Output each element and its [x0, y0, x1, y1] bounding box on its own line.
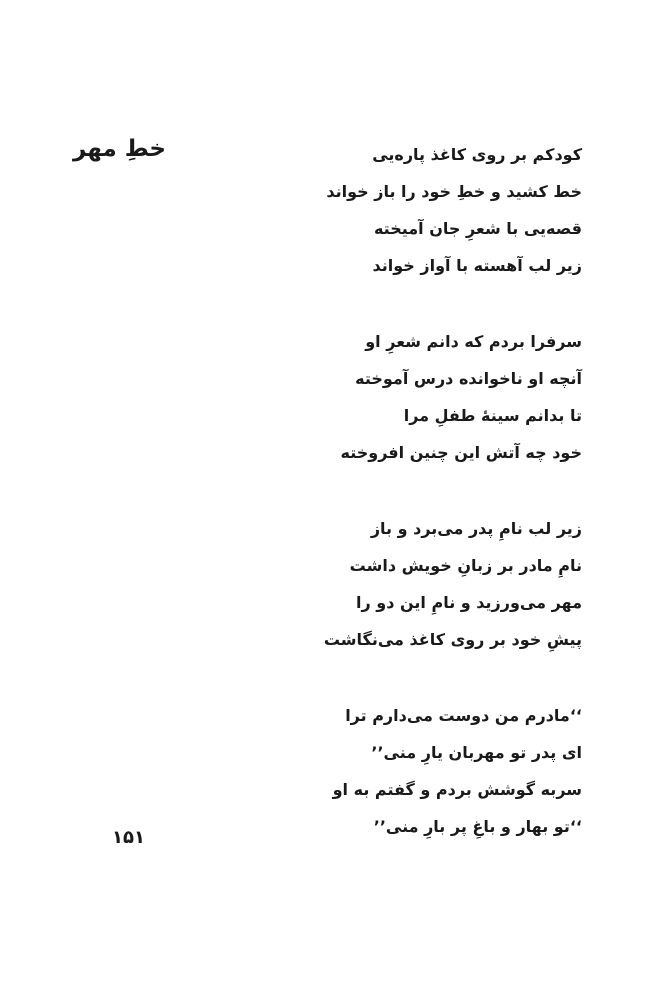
poem-line: نامِ مادر بر زبانِ خویش داشت [349, 556, 582, 575]
stanza [262, 328, 582, 476]
poem-line: زیر لب آهسته با آواز خواند [372, 256, 582, 275]
poem-body [262, 141, 582, 889]
poem-line: ‘‘مادرم من دوست می‌دارم ترا [345, 706, 582, 725]
poem-line: ‘‘تو بهار و باغِ پر بارِ منی’’ [373, 817, 582, 836]
stanza [262, 141, 582, 289]
stanza [262, 702, 582, 850]
poem-line: سربه گوشش بردم و گفتم به او [332, 780, 582, 799]
poem-title: خطِ مهر [73, 136, 166, 162]
poem-line: مهر می‌ورزید و نامِ این دو را [356, 593, 582, 612]
poem-line: ای پدر تو مهربان یارِ منی’’ [371, 743, 582, 762]
poem-line: تا بدانم سینهٔ طفلِ مرا [403, 406, 582, 425]
page-number: ۱۵۱ [112, 827, 145, 848]
poem-line: پیشِ خود بر روی کاغذ می‌نگاشت [323, 630, 582, 649]
stanza [262, 515, 582, 663]
poem-line: آنچه او ناخوانده درس آموخته [355, 369, 582, 388]
poem-line: خط کشید و خطِ خود را باز خواند [326, 182, 582, 201]
poem-line: قصه‌یی با شعرِ جان آمیخته [373, 219, 582, 238]
poem-line: کودکم بر روی کاغذ پاره‌یی [372, 145, 582, 164]
poem-line: سرفرا بردم که دانم شعرِ او [365, 332, 582, 351]
poem-line: زیر لب نامِ پدر می‌برد و باز [370, 519, 582, 538]
poem-line: خود چه آتش این چنین افروخته [340, 443, 582, 462]
